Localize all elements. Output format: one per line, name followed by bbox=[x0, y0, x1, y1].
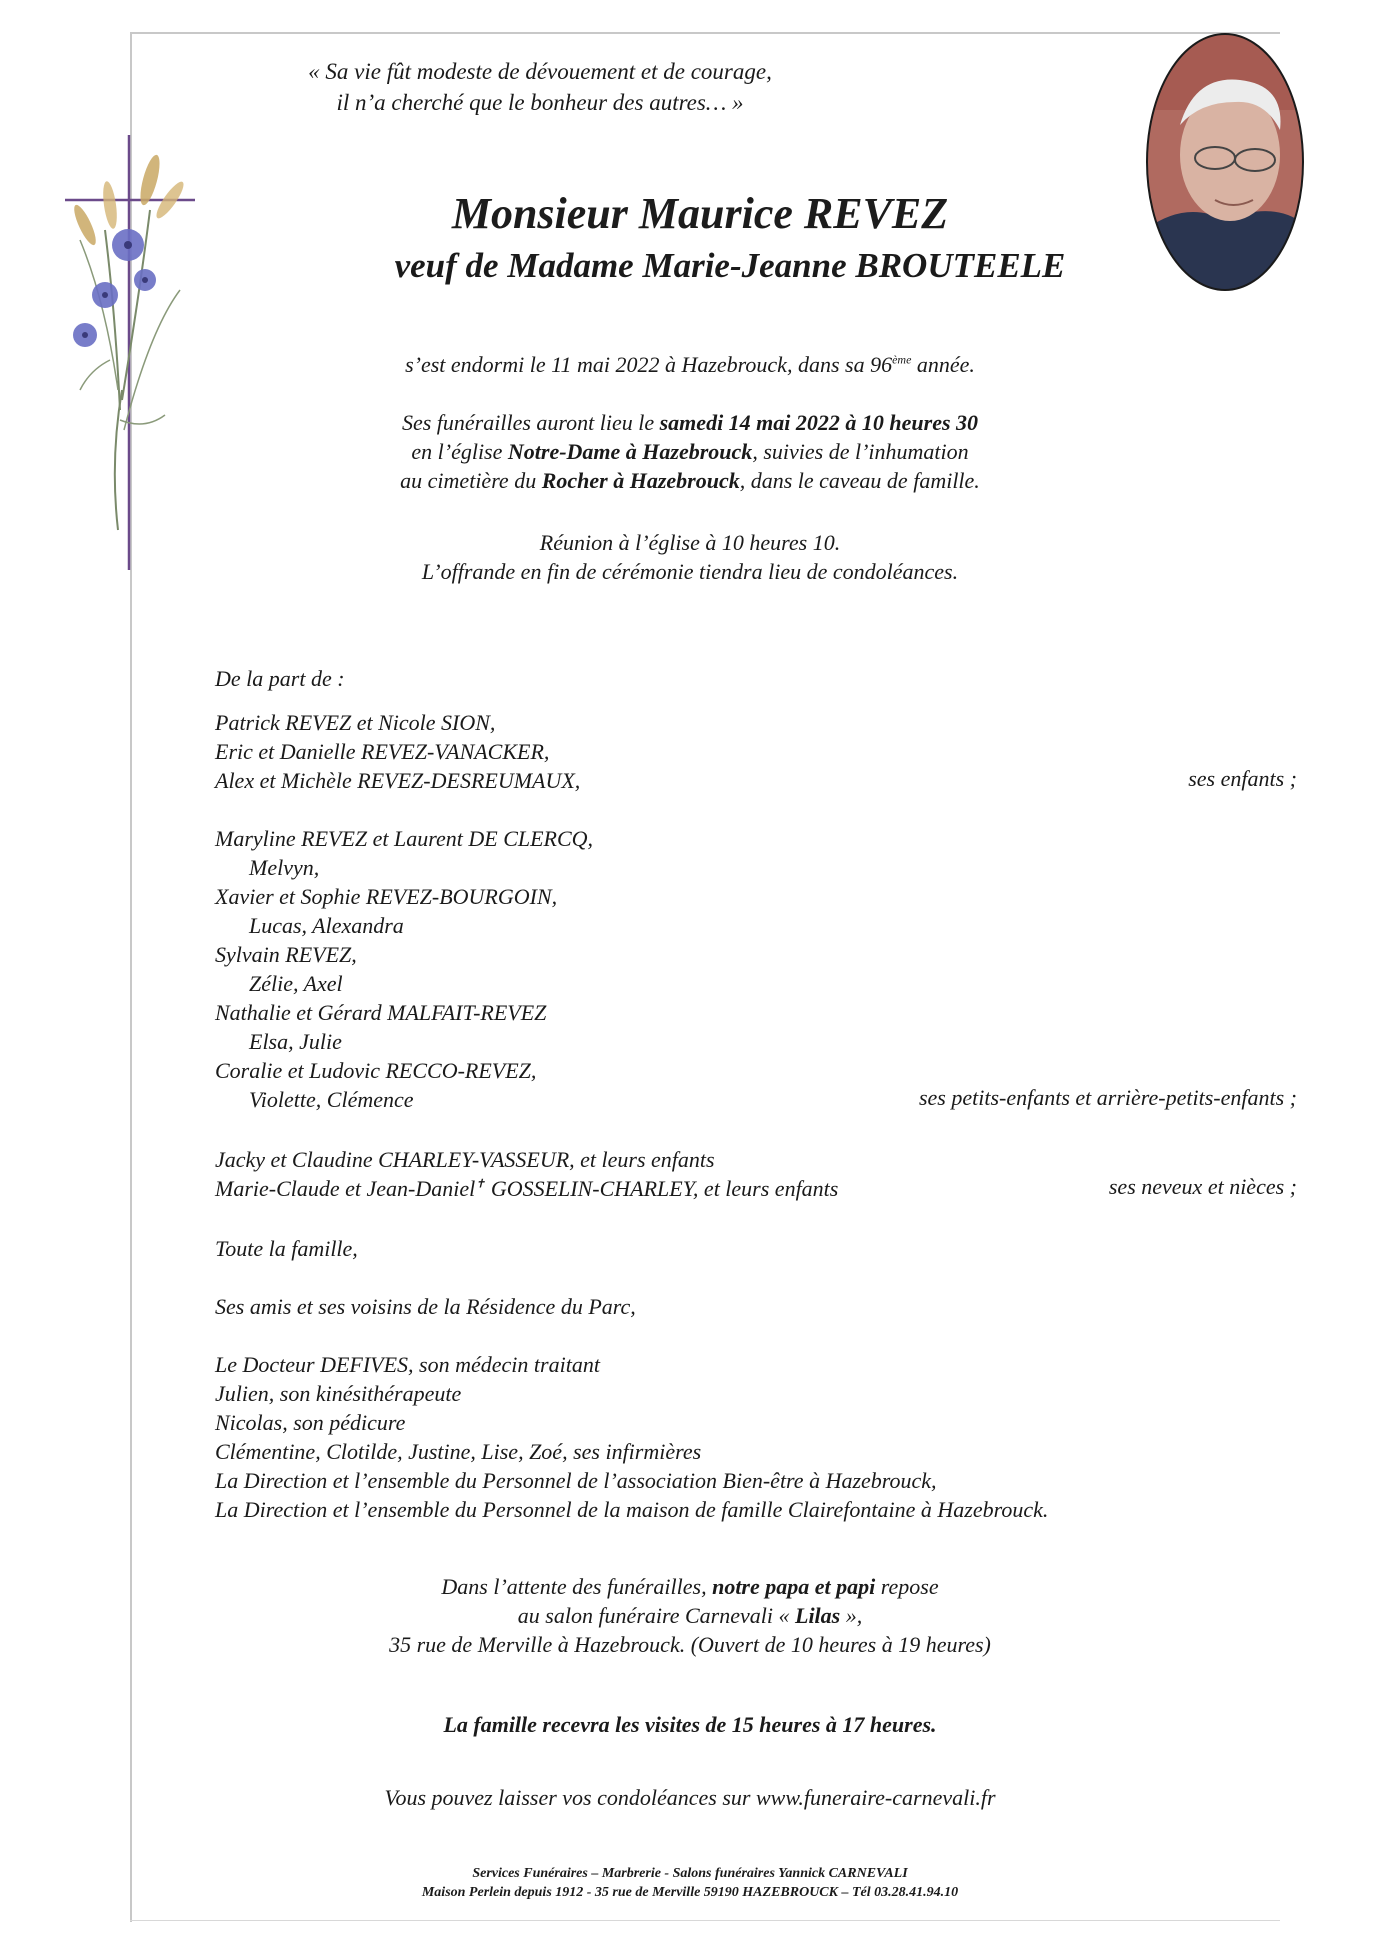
visits-notice: La famille recevra les visites de 15 heures à 17 heures. bbox=[443, 1712, 937, 1737]
footer bbox=[330, 1864, 1050, 1902]
grandchildren-role: ses petits-enfants et arrière-petits-enfants ; bbox=[918, 1085, 1297, 1110]
caregiver-5: La Direction et l’ensemble du Personnel de l’association Bien-être à Hazebrouck, bbox=[215, 1468, 937, 1493]
friends-neighbors: Ses amis et ses voisins de la Résidence du Parc, bbox=[215, 1294, 636, 1319]
rest-address: 35 rue de Merville à Hazebrouck. (Ouvert de 10 heures à 19 heures) bbox=[389, 1632, 991, 1657]
funeral-l1-pre: Ses funérailles auront lieu le bbox=[401, 410, 660, 435]
frame-top-line bbox=[130, 32, 1280, 34]
funeral-l2-post: , suivies de l’inhumation bbox=[752, 439, 969, 464]
grandchild-family-4: Nathalie et Gérard MALFAIT-REVEZ bbox=[215, 1000, 547, 1025]
funeral-l2-pre: en l’église bbox=[411, 439, 508, 464]
caregiver-4: Clémentine, Clotilde, Justine, Lise, Zoé, ses infirmières bbox=[215, 1439, 702, 1464]
rest-l1-bold: notre papa et papi bbox=[712, 1574, 876, 1599]
caregiver-1: Le Docteur DEFIVES, son médecin traitant bbox=[215, 1352, 600, 1377]
nephew-line-2-post: GOSSELIN-CHARLEY, et leurs enfants bbox=[485, 1176, 839, 1201]
funeral-cemetery: Rocher à Hazebrouck bbox=[541, 468, 740, 493]
rest-location bbox=[300, 1572, 1080, 1659]
death-notice bbox=[330, 350, 1050, 379]
reunion-line-1: Réunion à l’église à 10 heures 10. bbox=[539, 530, 841, 555]
footer-line-1: Services Funéraires – Marbrerie - Salons funéraires Yannick CARNEVALI bbox=[472, 1866, 908, 1881]
portrait-photo bbox=[1145, 30, 1305, 295]
grandchild-family-3: Sylvain REVEZ, bbox=[215, 942, 357, 967]
funeral-date: samedi 14 mai 2022 à 10 heures 30 bbox=[659, 410, 979, 435]
grandchild-family-5: Coralie et Ludovic RECCO-REVEZ, bbox=[215, 1058, 537, 1083]
footer-line-2: Maison Perlein depuis 1912 - 35 rue de Merville 59190 HAZEBROUCK – Tél 03.28.41.94.10 bbox=[421, 1885, 959, 1900]
funeral-church: Notre-Dame à Hazebrouck bbox=[507, 439, 753, 464]
grandchild-kids-2: Lucas, Alexandra bbox=[249, 913, 404, 938]
caregiver-2: Julien, son kinésithérapeute bbox=[215, 1381, 462, 1406]
child-3: Alex et Michèle REVEZ-DESREUMAUX, bbox=[215, 768, 581, 793]
widow-line bbox=[300, 244, 1160, 288]
deceased-cross-icon: ✝ bbox=[475, 1176, 486, 1191]
condolences-notice: Vous pouvez laisser vos condoléances sur www.funeraire-carnevali.fr bbox=[384, 1785, 996, 1810]
grandchildren-list bbox=[215, 824, 593, 1114]
grandchild-family-2: Xavier et Sophie REVEZ-BOURGOIN, bbox=[215, 884, 558, 909]
death-text: s’est endormi le 11 mai 2022 à Hazebrouck, dans sa 96 bbox=[405, 352, 893, 377]
nephews-list bbox=[215, 1145, 838, 1203]
reunion bbox=[330, 528, 1050, 586]
epigraph bbox=[230, 56, 850, 118]
nephew-line-2-pre: Marie-Claude et Jean-Daniel bbox=[215, 1176, 476, 1201]
nephew-line-1: Jacky et Claudine CHARLEY-VASSEUR, et leurs enfants bbox=[215, 1147, 715, 1172]
rest-l2-post: », bbox=[840, 1603, 863, 1628]
funeral-l3-pre: au cimetière du bbox=[400, 468, 542, 493]
epigraph-line-1: « Sa vie fût modeste de dévouement et de courage, bbox=[308, 59, 772, 84]
grandchild-kids-5: Violette, Clémence bbox=[249, 1087, 414, 1112]
cross-flowers-icon bbox=[50, 130, 200, 570]
grandchild-kids-3: Zélie, Axel bbox=[249, 971, 343, 996]
children-list bbox=[215, 708, 580, 795]
whole-family: Toute la famille, bbox=[215, 1236, 358, 1261]
caregiver-3: Nicolas, son pédicure bbox=[215, 1410, 406, 1435]
death-sup: ème bbox=[892, 352, 912, 367]
caregivers-list bbox=[215, 1350, 1048, 1524]
grandchild-kids-4: Elsa, Julie bbox=[249, 1029, 342, 1054]
grandchild-kids-1: Melvyn, bbox=[249, 855, 320, 880]
widow-prefix: veuf de Madame Marie-Jeanne bbox=[394, 246, 856, 285]
frame-bottom-line bbox=[130, 1920, 1280, 1921]
reunion-line-2: L’offrande en fin de cérémonie tiendra lieu de condoléances. bbox=[421, 559, 959, 584]
rest-salon-name: Lilas bbox=[795, 1603, 841, 1628]
rest-l1-post: repose bbox=[875, 1574, 939, 1599]
funeral-details bbox=[330, 408, 1050, 495]
nephew-line-2 bbox=[215, 1174, 838, 1203]
rest-l2-pre: au salon funéraire Carnevali « bbox=[517, 1603, 795, 1628]
funeral-l3-post: , dans le caveau de famille. bbox=[739, 468, 980, 493]
children-role: ses enfants ; bbox=[1188, 766, 1297, 791]
epigraph-line-2: il n’a cherché que le bonheur des autres… » bbox=[336, 90, 744, 115]
child-2: Eric et Danielle REVEZ-VANACKER, bbox=[215, 739, 550, 764]
deceased-name: Monsieur Maurice REVEZ bbox=[451, 189, 949, 238]
grandchild-family-1: Maryline REVEZ et Laurent DE CLERCQ, bbox=[215, 826, 594, 851]
rest-l1-pre: Dans l’attente des funérailles, bbox=[441, 1574, 713, 1599]
nephews-role: ses neveux et nièces ; bbox=[1108, 1174, 1297, 1199]
from-label: De la part de : bbox=[215, 666, 345, 691]
caregiver-6: La Direction et l’ensemble du Personnel de la maison de famille Clairefontaine à Hazebrouck. bbox=[215, 1497, 1049, 1522]
child-1: Patrick REVEZ et Nicole SION, bbox=[215, 710, 496, 735]
widow-surname: BROUTEELE bbox=[855, 246, 1066, 285]
death-text-after: année. bbox=[911, 352, 975, 377]
